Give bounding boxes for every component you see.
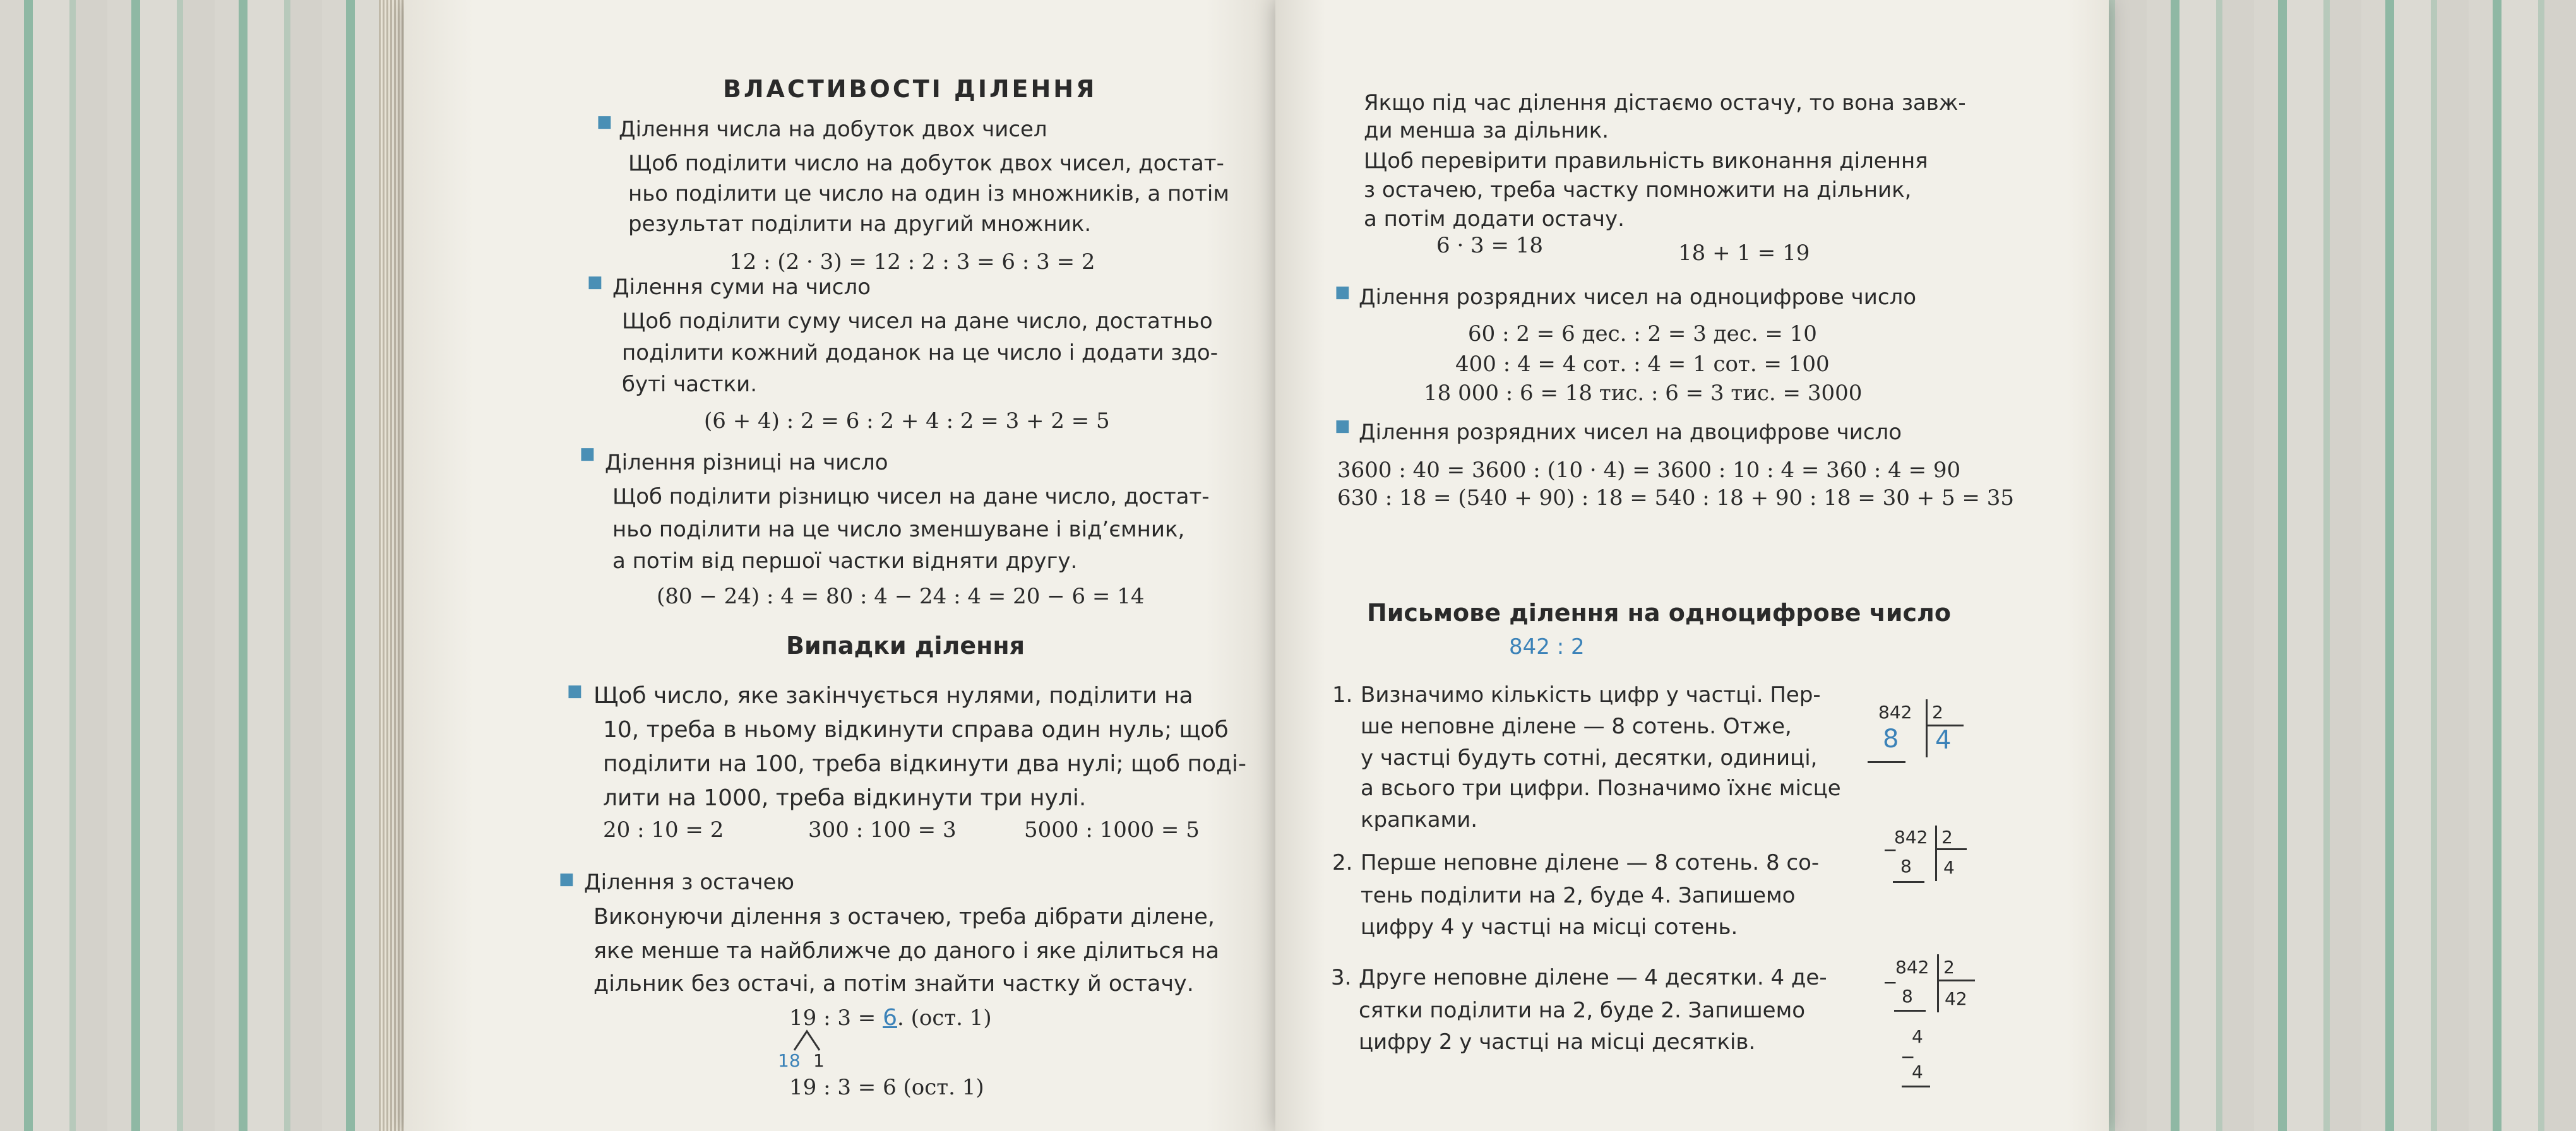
step-number: 3. [1331, 965, 1352, 990]
formula: 60 : 2 = 6 дес. : 2 = 3 дес. = 10 [1468, 321, 1817, 346]
text-line: 10, треба в ньому відкинути справа один нуль; щоб [603, 717, 1229, 743]
bullet-icon: ■ [1335, 417, 1351, 435]
step-text: цифру 2 у частці на місці десятків. [1359, 1029, 1756, 1055]
ld-divisor: 2 [1941, 827, 1953, 848]
section-heading: Ділення розрядних чисел на одноцифрове число [1359, 285, 1917, 310]
text-line: а потім від першої частки відняти другу. [612, 548, 1078, 574]
step-text: крапками. [1361, 807, 1478, 832]
formula: 630 : 18 = (540 + 90) : 18 = 540 : 18 + 90 : 18 = 30 + 5 = 35 [1337, 485, 2014, 511]
ld-sub: 8 [1902, 986, 1913, 1007]
ld-underline [1902, 1086, 1930, 1087]
check-formula: 18 + 1 = 19 [1678, 240, 1810, 266]
text-line: ди менша за дільник. [1364, 118, 1609, 143]
step-number: 1. [1332, 682, 1353, 708]
ld-underline [1893, 881, 1924, 883]
ld-handwritten-quot: 4 [1935, 726, 1952, 755]
split-part-b: 1 [813, 1050, 825, 1071]
example-formula: 20 : 10 = 2 [603, 817, 724, 843]
step-text: ше неповне ділене — 8 сотень. Отже, [1361, 714, 1792, 739]
example-formula: 300 : 100 = 3 [808, 817, 957, 843]
ld-handwritten-sub: 8 [1883, 725, 1899, 754]
text-line: Щоб поділити число на добуток двох чисел, достат- [628, 151, 1224, 176]
written-example: 842 : 2 [1509, 634, 1585, 660]
step-text: Друге неповне ділене — 4 десятки. 4 де- [1359, 965, 1827, 990]
ld-horizontal-rule [1935, 848, 1967, 850]
bullet-icon: ■ [597, 112, 612, 131]
ld-underline [1868, 761, 1905, 763]
step-text: а всього три цифри. Позначимо їхнє місце [1361, 776, 1841, 801]
text-line: Щоб число, яке закінчується нулями, поділити на [593, 683, 1193, 709]
ld-quot: 42 [1945, 988, 1967, 1009]
remainder-formula: 19 : 3 = 6. (ост. 1) [789, 1005, 992, 1031]
formula: (6 + 4) : 2 = 6 : 2 + 4 : 2 = 3 + 2 = 5 [704, 408, 1110, 434]
section-title: Випадки ділення [786, 632, 1025, 660]
step-text: у частці будуть сотні, десятки, одиниці, [1361, 745, 1818, 771]
formula: 18 000 : 6 = 18 тис. : 6 = 3 тис. = 3000 [1424, 381, 1863, 406]
text-line: лити на 1000, треба відкинути три нулі. [603, 785, 1087, 811]
formula: 19 : 3 = 6 (ост. 1) [789, 1075, 984, 1100]
ld-underline [1894, 1010, 1926, 1012]
text-line: Виконуючи ділення з остачею, треба дібрати ділене, [593, 904, 1215, 930]
formula: 3600 : 40 = 3600 : (10 · 4) = 3600 : 10 : 4 = 360 : 4 = 90 [1337, 458, 1961, 483]
bullet-icon: ■ [1335, 283, 1351, 302]
text-line: ньо поділити на це число зменшуване і від’ємник, [612, 517, 1185, 542]
ld-divisor: 2 [1932, 702, 1943, 723]
text-line: Щоб поділити суму чисел на дане число, достатньо [622, 309, 1213, 334]
formula: 12 : (2 · 3) = 12 : 2 : 3 = 6 : 3 = 2 [729, 249, 1095, 275]
formula: (80 − 24) : 4 = 80 : 4 − 24 : 4 = 20 − 6 = 14 [657, 584, 1145, 609]
text-line: результат поділити на другий множник. [628, 211, 1092, 237]
formula: 400 : 4 = 4 сот. : 4 = 1 сот. = 100 [1455, 352, 1830, 377]
ld-remainder: 4 [1912, 1026, 1923, 1047]
text-line: буті частки. [622, 372, 758, 397]
ld-vertical-rule [1937, 954, 1939, 1012]
bullet-icon: ■ [559, 870, 575, 889]
ld-dividend: 842 [1894, 827, 1928, 848]
step-text: Перше неповне ділене — 8 сотень. 8 со- [1361, 850, 1820, 875]
text-line: ньо поділити це число на один із множників, а потім [628, 181, 1229, 206]
section-title: Письмове ділення на одноцифрове число [1367, 599, 1951, 627]
section-heading: Ділення розрядних чисел на двоцифрове число [1359, 420, 1902, 445]
section-heading: Ділення числа на добуток двох чисел [619, 117, 1047, 142]
ld-sub: 8 [1900, 856, 1912, 877]
ld-remainder: 4 [1912, 1062, 1923, 1082]
text-line: яке менше та найближче до даного і яке ділиться на [593, 939, 1220, 964]
ld-quot: 4 [1943, 857, 1955, 878]
ld-vertical-rule [1926, 699, 1928, 757]
step-text: тень поділити на 2, буде 4. Запишемо [1361, 883, 1796, 908]
step-number: 2. [1332, 850, 1353, 875]
bullet-icon: ■ [567, 682, 583, 701]
text-line: Щоб поділити різницю чисел на дане число, достат- [612, 484, 1210, 509]
text-line: поділити кожний доданок на це число і додати здо- [622, 340, 1218, 365]
ld-minus: − [1883, 972, 1898, 993]
ld-dividend: 842 [1878, 702, 1912, 723]
step-text: Визначимо кількість цифр у частці. Пер- [1361, 682, 1821, 708]
section-heading: Ділення різниці на число [605, 450, 888, 475]
ld-dividend: 842 [1895, 957, 1929, 978]
ld-minus: − [1900, 1046, 1916, 1067]
ld-minus: − [1883, 839, 1898, 860]
handwritten-quotient: 6 [883, 1005, 897, 1031]
text-line: Якщо під час ділення дістаємо остачу, то вона завж- [1364, 90, 1966, 115]
text-line: а потім додати остачу. [1364, 206, 1625, 232]
bullet-icon: ■ [587, 273, 603, 292]
section-heading: Ділення суми на число [612, 275, 871, 300]
check-formula: 6 · 3 = 18 [1436, 233, 1544, 258]
ld-horizontal-rule [1937, 980, 1975, 981]
example-formula: 5000 : 1000 = 5 [1024, 817, 1200, 843]
text-line: Щоб перевірити правильність виконання ділення [1364, 148, 1928, 174]
text-line: з остачею, треба частку помножити на дільник, [1364, 177, 1912, 203]
step-text: цифру 4 у частці на місці сотень. [1361, 915, 1738, 940]
text-line: дільник без остачі, а потім знайти частку й остачу. [593, 971, 1194, 997]
left-page [404, 0, 1275, 1131]
bullet-icon: ■ [580, 444, 595, 463]
ld-divisor: 2 [1943, 957, 1955, 978]
page-title: ВЛАСТИВОСТІ ДІЛЕННЯ [723, 75, 1097, 103]
split-part-a: 18 [778, 1050, 801, 1071]
ld-vertical-rule [1935, 826, 1937, 881]
section-heading: Ділення з остачею [584, 870, 795, 895]
right-page [1275, 0, 2109, 1131]
step-text: сятки поділити на 2, буде 2. Запишемо [1359, 998, 1806, 1023]
text-line: поділити на 100, треба відкинути два нулі; щоб поді- [603, 751, 1246, 777]
